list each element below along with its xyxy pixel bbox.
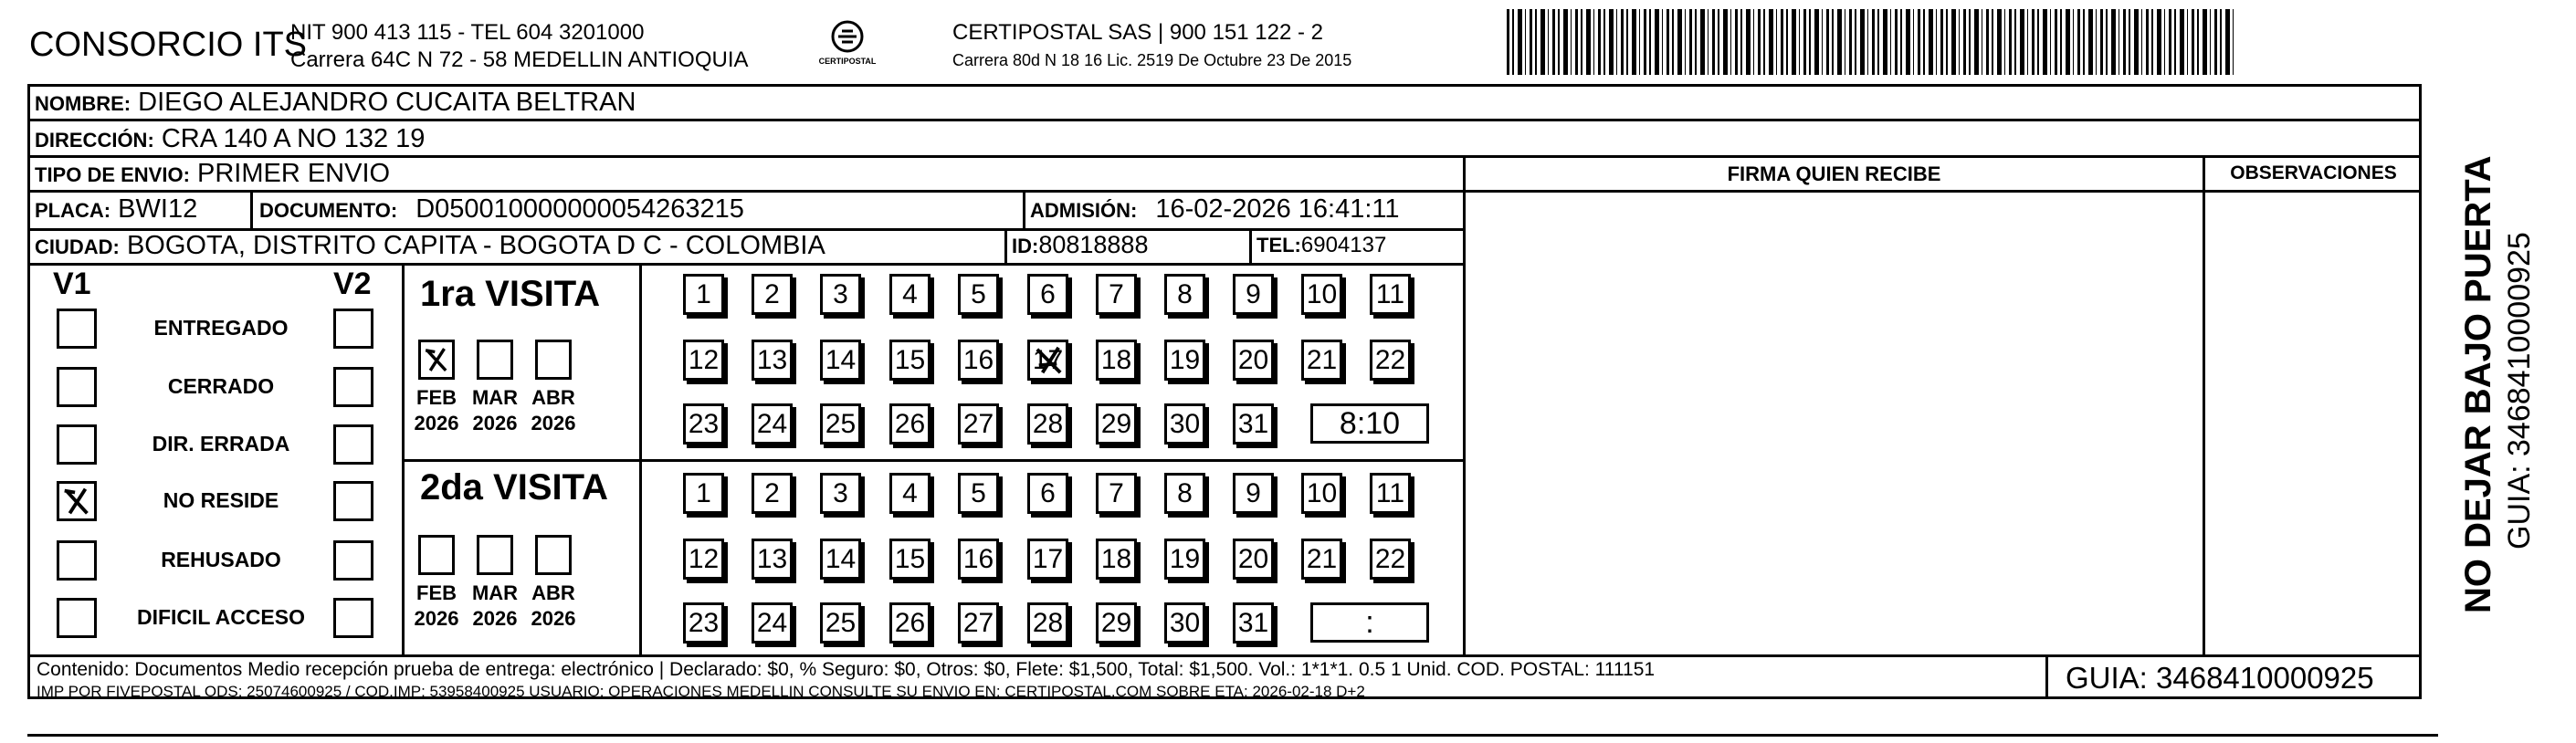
day-number: 7 [1109, 278, 1124, 309]
tipo-label: TIPO DE ENVIO: [35, 163, 190, 186]
day-number: 24 [756, 607, 788, 638]
day-number: 8 [1177, 278, 1193, 309]
day-box[interactable] [1301, 274, 1342, 315]
day-number: 17 [1032, 543, 1064, 574]
day-box[interactable] [1164, 274, 1205, 315]
day-box[interactable] [1096, 539, 1137, 580]
day-box[interactable] [820, 274, 861, 315]
day-number: 31 [1237, 607, 1269, 638]
day-number: 30 [1169, 408, 1201, 439]
day-box[interactable] [820, 403, 861, 445]
month-label: FEB [416, 386, 457, 409]
day-number: 31 [1237, 408, 1269, 439]
visit1-title: 1ra VISITA [420, 274, 601, 314]
day-box[interactable] [1096, 274, 1137, 315]
day-box[interactable] [752, 602, 793, 644]
day-box[interactable] [889, 403, 931, 445]
day-number: 3 [833, 278, 848, 309]
day-box[interactable] [683, 602, 724, 644]
day-number: 19 [1169, 543, 1201, 574]
footer-guia: GUIA: 3468410000925 [2066, 661, 2374, 695]
time-box[interactable]: 8:10 [1310, 403, 1429, 444]
day-number: 16 [962, 344, 994, 375]
status-label: DIFICIL ACCESO [136, 605, 305, 629]
observaciones-header: OBSERVACIONES [2230, 162, 2397, 183]
documento-label: DOCUMENTO: [259, 199, 398, 222]
id-label: ID: [1012, 235, 1039, 257]
day-box[interactable] [820, 340, 861, 381]
day-number: 30 [1169, 607, 1201, 638]
year-label: 2026 [414, 412, 459, 434]
year-label: 2026 [472, 607, 518, 630]
direccion-label: DIRECCIÓN: [35, 129, 154, 152]
day-box[interactable] [683, 340, 724, 381]
day-number: 1 [696, 477, 711, 508]
v2-label: V2 [333, 267, 372, 301]
day-number: 27 [962, 607, 994, 638]
day-number: 2 [764, 278, 780, 309]
day-box[interactable] [889, 602, 931, 644]
day-box[interactable] [1370, 274, 1411, 315]
status-label: CERRADO [167, 374, 275, 398]
day-number: 23 [688, 408, 720, 439]
day-box[interactable] [683, 539, 724, 580]
ciudad-value: BOGOTA, DISTRITO CAPITA - BOGOTA D C - COLOMBIA [126, 231, 825, 260]
day-box[interactable] [889, 473, 931, 514]
day-number: 10 [1306, 477, 1338, 508]
day-number: 28 [1032, 607, 1064, 638]
day-number: 14 [825, 543, 857, 574]
day-box[interactable] [1370, 473, 1411, 514]
day-box[interactable] [683, 473, 724, 514]
day-box[interactable] [1027, 539, 1068, 580]
month-checkbox[interactable] [477, 535, 513, 575]
day-box[interactable] [1233, 602, 1274, 644]
status-label: DIR. ERRADA [152, 432, 290, 455]
day-number: 3 [833, 477, 848, 508]
day-box[interactable] [820, 473, 861, 514]
day-box[interactable] [1301, 473, 1342, 514]
day-number: 17 [1032, 344, 1064, 375]
day-check-mark [1030, 342, 1066, 378]
month-label: ABR [531, 386, 575, 409]
status-v1-checkbox[interactable] [57, 424, 97, 465]
day-box[interactable] [889, 340, 931, 381]
day-number: 26 [894, 408, 926, 439]
day-number: 18 [1100, 543, 1132, 574]
day-box[interactable] [889, 539, 931, 580]
day-box[interactable] [958, 473, 999, 514]
footer-line2: IMP POR FIVEPOSTAL ODS: 25074600925 / COD.IMP: 53958400925 USUARIO: OPERACIONES MEDELLIN CONSULTE SU ENVIO EN: CERTIPOSTAL.COM SOBRE ETA: 2026-02-18 D+2 [37, 683, 1365, 700]
month-label: MAR [471, 386, 519, 409]
day-number: 7 [1109, 477, 1124, 508]
day-box[interactable] [958, 602, 999, 644]
day-box[interactable] [1096, 602, 1137, 644]
tel-label: TEL: [1256, 234, 1301, 256]
day-box[interactable] [752, 473, 793, 514]
day-box[interactable] [1027, 473, 1068, 514]
admision-label: ADMISIÓN: [1030, 199, 1138, 222]
day-number: 4 [902, 477, 918, 508]
day-number: 22 [1374, 344, 1406, 375]
day-number: 27 [962, 408, 994, 439]
status-label: REHUSADO [161, 548, 281, 571]
day-number: 5 [971, 477, 986, 508]
day-box[interactable] [1164, 340, 1205, 381]
status-v2-checkbox[interactable] [333, 598, 373, 638]
day-number: 9 [1246, 477, 1261, 508]
side-guia: GUIA: 3468410000925 [2502, 232, 2537, 549]
day-number: 24 [756, 408, 788, 439]
month-label: FEB [416, 581, 457, 604]
month-checkbox[interactable] [477, 340, 513, 380]
day-number: 12 [688, 344, 720, 375]
v1-label: V1 [53, 267, 91, 301]
month-label: MAR [471, 581, 519, 604]
day-box[interactable] [820, 602, 861, 644]
direccion-value: CRA 140 A NO 132 19 [161, 124, 426, 153]
day-box[interactable] [1301, 539, 1342, 580]
day-box[interactable] [1096, 473, 1137, 514]
day-box[interactable] [1027, 340, 1068, 381]
firma-header: FIRMA QUIEN RECIBE [1727, 162, 1941, 185]
certipostal-address: Carrera 80d N 18 16 Lic. 2519 De Octubre 23 De 2015 [952, 51, 1352, 69]
day-box[interactable] [958, 340, 999, 381]
barcode [1507, 9, 2237, 75]
day-number: 25 [825, 607, 857, 638]
id-value: 80818888 [1038, 231, 1149, 258]
day-box[interactable] [1027, 403, 1068, 445]
day-box[interactable] [1027, 602, 1068, 644]
day-box[interactable] [752, 274, 793, 315]
day-number: 18 [1100, 344, 1132, 375]
day-number: 29 [1100, 408, 1132, 439]
day-number: 23 [688, 607, 720, 638]
status-v2-checkbox[interactable] [333, 309, 373, 349]
status-v2-checkbox[interactable] [333, 367, 373, 407]
day-box[interactable] [1233, 274, 1274, 315]
day-box[interactable] [683, 403, 724, 445]
day-box[interactable] [958, 274, 999, 315]
day-box[interactable] [1233, 473, 1274, 514]
day-number: 21 [1306, 344, 1338, 375]
day-box[interactable] [1301, 340, 1342, 381]
day-box[interactable] [958, 403, 999, 445]
nombre-value: DIEGO ALEJANDRO CUCAITA BELTRAN [138, 88, 636, 117]
day-number: 21 [1306, 543, 1338, 574]
day-number: 11 [1375, 278, 1405, 309]
day-box[interactable] [1164, 403, 1205, 445]
day-box[interactable] [683, 274, 724, 315]
status-v1-checkbox[interactable] [57, 367, 97, 407]
day-number: 9 [1246, 278, 1261, 309]
day-box[interactable] [752, 340, 793, 381]
placa-value: BWI12 [118, 194, 198, 224]
day-box[interactable] [752, 539, 793, 580]
day-number: 10 [1306, 278, 1338, 309]
month-checkbox[interactable] [535, 535, 572, 575]
address-line: Carrera 64C N 72 - 58 MEDELLIN ANTIOQUIA [290, 47, 749, 72]
day-number: 2 [764, 477, 780, 508]
day-number: 6 [1040, 477, 1056, 508]
day-box[interactable] [958, 539, 999, 580]
ciudad-label: CIUDAD: [35, 235, 120, 258]
certipostal-logo [811, 16, 884, 75]
documento-value: D050010000000054263215 [415, 194, 744, 224]
day-box[interactable] [1370, 539, 1411, 580]
day-number: 16 [962, 543, 994, 574]
certipostal-line: CERTIPOSTAL SAS | 900 151 122 - 2 [952, 20, 1323, 45]
day-number: 29 [1100, 607, 1132, 638]
day-number: 15 [894, 543, 926, 574]
status-v1-checkbox[interactable] [57, 598, 97, 638]
day-number: 13 [756, 543, 788, 574]
nombre-label: NOMBRE: [35, 92, 131, 115]
day-number: 13 [756, 344, 788, 375]
company-name: CONSORCIO ITS [29, 26, 308, 64]
day-number: 11 [1375, 477, 1405, 508]
day-box[interactable] [1096, 403, 1137, 445]
status-label: ENTREGADO [153, 316, 289, 340]
month-checkbox[interactable] [535, 340, 572, 380]
admision-value: 16-02-2026 16:41:11 [1155, 194, 1400, 224]
day-box[interactable] [1233, 539, 1274, 580]
day-box[interactable] [1233, 340, 1274, 381]
month-label: ABR [531, 581, 575, 604]
nit-line: NIT 900 413 115 - TEL 604 3201000 [290, 20, 645, 45]
placa-label: PLACA: [35, 199, 111, 222]
year-label: 2026 [414, 607, 459, 630]
day-number: 22 [1374, 543, 1406, 574]
day-number: 20 [1237, 344, 1269, 375]
month-checkbox[interactable] [418, 340, 455, 380]
year-label: 2026 [531, 607, 576, 630]
day-number: 20 [1237, 543, 1269, 574]
day-box[interactable] [1096, 340, 1137, 381]
status-v2-checkbox[interactable] [333, 481, 373, 521]
logo-text: CERTIPOSTAL [818, 57, 877, 66]
visit2-title: 2da VISITA [420, 467, 608, 508]
day-number: 28 [1032, 408, 1064, 439]
day-number: 8 [1177, 477, 1193, 508]
day-number: 4 [902, 278, 918, 309]
status-v2-checkbox[interactable] [333, 540, 373, 581]
day-number: 14 [825, 344, 857, 375]
day-box[interactable] [1233, 403, 1274, 445]
day-box[interactable] [1164, 602, 1205, 644]
day-number: 5 [971, 278, 986, 309]
year-label: 2026 [472, 412, 518, 434]
day-number: 15 [894, 344, 926, 375]
day-box[interactable] [1370, 340, 1411, 381]
day-box[interactable] [1164, 539, 1205, 580]
status-v1-checkbox[interactable] [57, 481, 97, 521]
year-label: 2026 [531, 412, 576, 434]
month-checkbox[interactable] [418, 535, 455, 575]
status-label: NO RESIDE [163, 488, 279, 512]
day-number: 6 [1040, 278, 1056, 309]
day-number: 25 [825, 408, 857, 439]
day-box[interactable] [1164, 473, 1205, 514]
tipo-value: PRIMER ENVIO [196, 159, 391, 188]
day-box[interactable] [752, 403, 793, 445]
day-number: 1 [696, 278, 711, 309]
status-v1-checkbox[interactable] [57, 309, 97, 349]
footer-line1: Contenido: Documentos Medio recepción prueba de entrega: electrónico | Declarado: $0, % Seguro: $0, Otros: $0, Flete: $1,500, Total: $1,500. Vol.: 1*1*1. 0.5 1 Unid. COD. POSTAL: 111151 [37, 659, 1656, 680]
tel-value: 6904137 [1300, 233, 1387, 257]
time-box[interactable]: : [1310, 602, 1429, 643]
day-box[interactable] [889, 274, 931, 315]
day-box[interactable] [1027, 274, 1068, 315]
side-warning: NO DEJAR BAJO PUERTA [2458, 155, 2498, 613]
status-v2-checkbox[interactable] [333, 424, 373, 465]
day-number: 12 [688, 543, 720, 574]
day-box[interactable] [820, 539, 861, 580]
day-number: 26 [894, 607, 926, 638]
day-number: 19 [1169, 344, 1201, 375]
status-v1-checkbox[interactable] [57, 540, 97, 581]
